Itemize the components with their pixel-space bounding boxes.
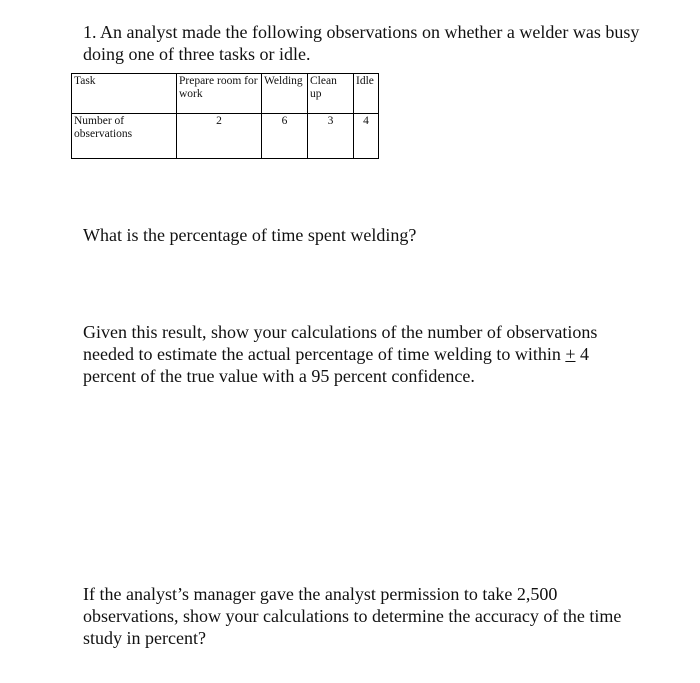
value-idle: 4	[354, 114, 379, 159]
observations-table	[71, 73, 379, 159]
header-prepare-room: Prepare room for work	[177, 74, 262, 114]
header-welding: Welding	[262, 74, 308, 114]
row-label-observations: Number of observations	[72, 114, 177, 159]
value-prepare-room: 2	[177, 114, 262, 159]
table-row	[72, 114, 379, 159]
header-clean-up: Clean up	[308, 74, 354, 114]
question-4-text: If the analyst’s manager gave the analyst permission to take 2,500 observations, show your calculations to determine the accuracy of the time study in percent?	[83, 584, 622, 648]
question-1-text: 1. An analyst made the following observations on whether a welder was busy doing one of three tasks or idle.	[83, 22, 640, 64]
table-header-row	[72, 74, 379, 114]
question-3-text	[83, 321, 643, 387]
value-clean-up: 3	[308, 114, 354, 159]
header-idle: Idle	[354, 74, 379, 114]
question-3-text-after: 4 percent of the true value with a 95 percent confidence.	[83, 344, 589, 386]
question-3-text-before: Given this result, show your calculations of the number of observations needed to estimate the actual percentage of time welding to within	[83, 322, 598, 364]
header-task: Task	[72, 74, 177, 114]
plus-minus-symbol: +	[565, 344, 576, 364]
question-2-text: What is the percentage of time spent welding?	[83, 225, 417, 245]
value-welding: 6	[262, 114, 308, 159]
